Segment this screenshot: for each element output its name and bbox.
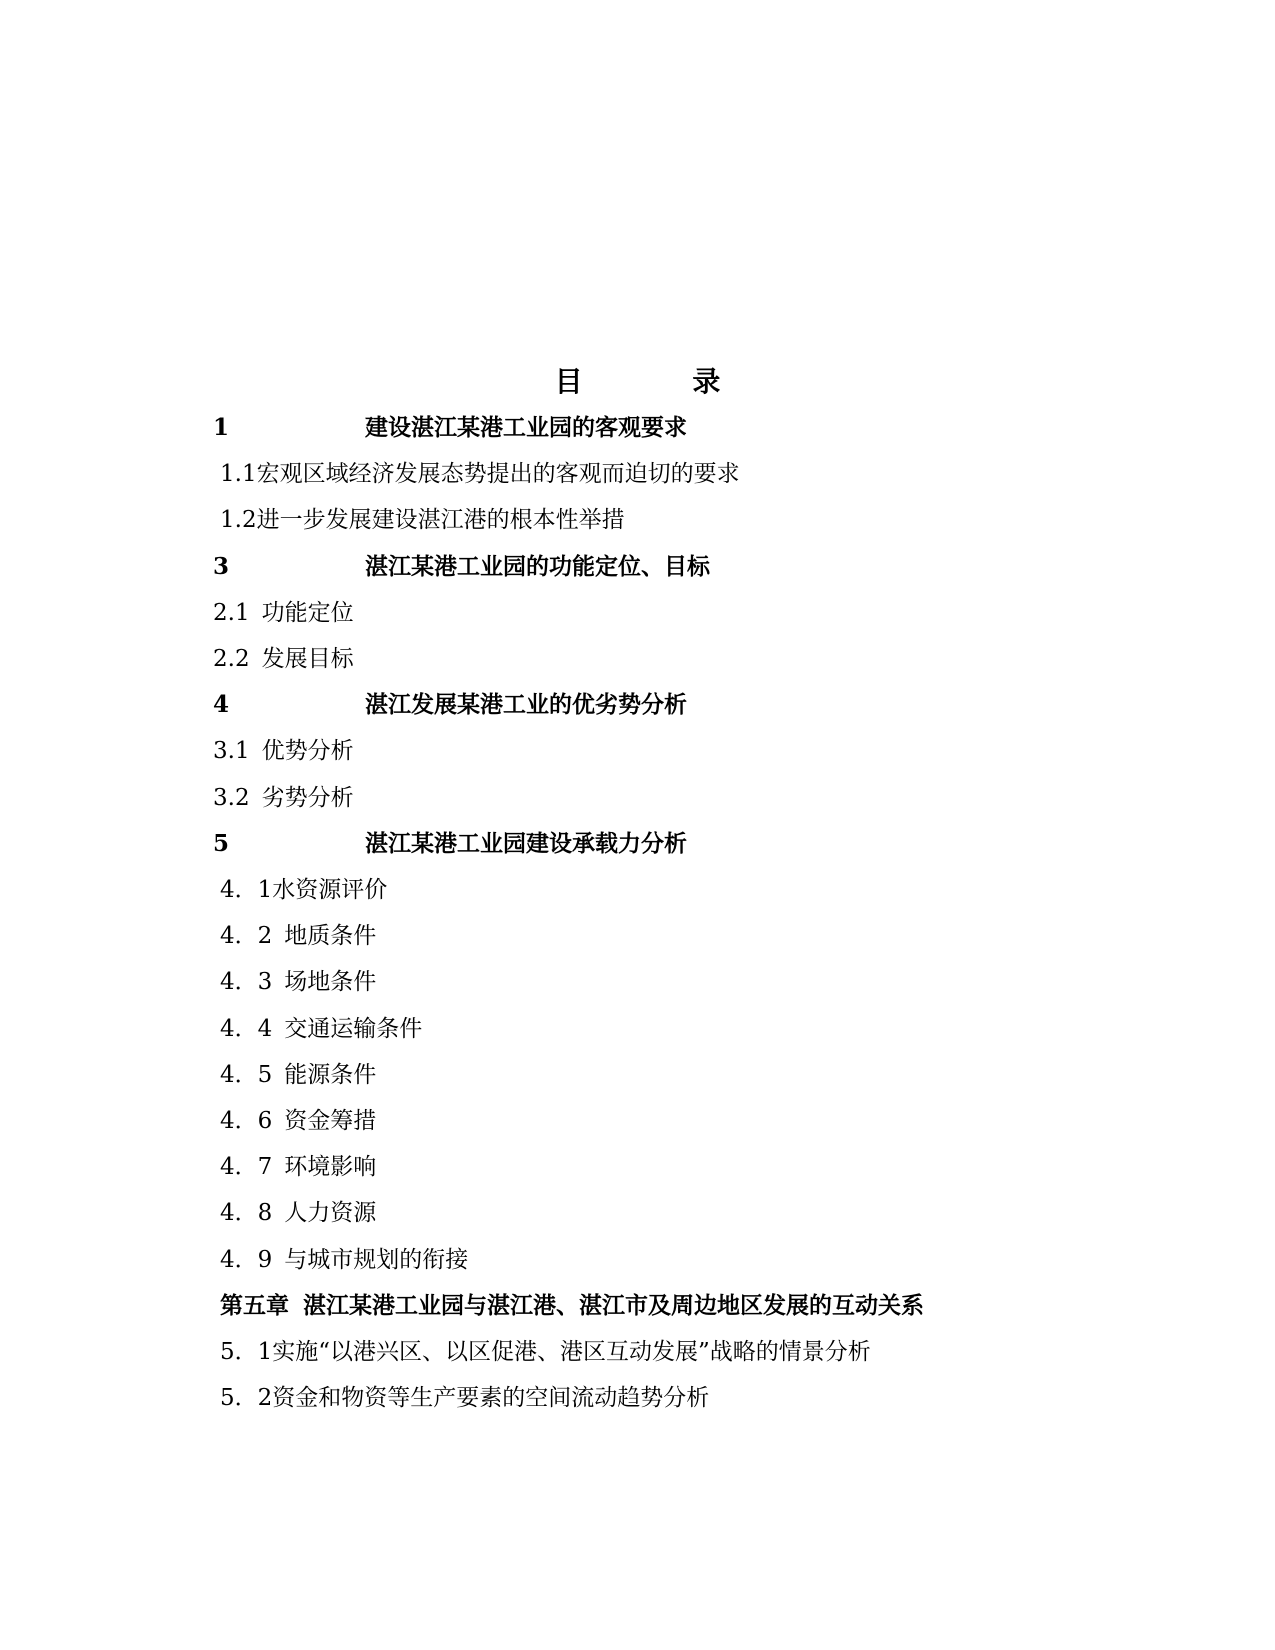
toc-entry-title: 与城市规划的衔接 <box>284 1246 469 1273</box>
toc-entry-title: 水资源评价 <box>272 877 388 903</box>
toc-section-entry <box>220 875 387 905</box>
toc-entry-number: 4．6 <box>220 1108 273 1134</box>
toc-entry-title: 资金筹措 <box>284 1108 377 1134</box>
toc-entry-number: 5 <box>213 829 230 857</box>
toc-chapter-entry <box>213 690 687 720</box>
toc-entry-number: 4．5 <box>220 1061 273 1088</box>
toc-entry-number: 4．3 <box>220 969 273 996</box>
toc-entry-title: 建设湛江某港工业园的客观要求 <box>365 414 687 441</box>
toc-section-entry <box>220 1198 376 1228</box>
toc-section-entry <box>213 598 354 628</box>
toc-entry-title: 资金和物资等生产要素的空间流动趋势分析 <box>272 1385 710 1412</box>
toc-entry-number: 1 <box>213 414 230 441</box>
toc-entry-number: 3.2 <box>213 784 250 811</box>
toc-entry-title: 湛江发展某港工业的优劣势分析 <box>365 691 687 719</box>
toc-chapter-entry <box>220 1291 924 1321</box>
toc-entry-title: 环境影响 <box>284 1154 377 1181</box>
toc-entry-number: 2.2 <box>213 646 250 672</box>
toc-entry-title: 人力资源 <box>284 1200 377 1227</box>
toc-section-entry <box>220 505 625 535</box>
toc-entry-number: 5．1 <box>220 1339 273 1365</box>
toc-entry-title: 实施“以港兴区、以区促港、港区互动发展”战略的情景分析 <box>272 1339 871 1365</box>
toc-chapter-entry <box>213 552 710 582</box>
toc-entry-title: 能源条件 <box>284 1061 377 1088</box>
toc-section-entry <box>220 1337 871 1367</box>
toc-entry-number: 4．9 <box>220 1246 273 1273</box>
toc-entry-title: 功能定位 <box>261 599 354 626</box>
toc-chapter-entry <box>213 413 687 443</box>
toc-entry-number: 4．1 <box>220 877 273 903</box>
toc-section-entry <box>213 644 354 674</box>
toc-heading: 目 录 <box>554 365 771 398</box>
toc-entry-number: 第五章 <box>220 1291 289 1319</box>
toc-chapter-entry <box>213 829 687 859</box>
toc-entry-number: 1.1 <box>220 461 257 488</box>
toc-entry-title: 场地条件 <box>284 969 377 996</box>
toc-entry-title: 交通运输条件 <box>284 1015 423 1042</box>
toc-entry-title: 宏观区域经济发展态势提出的客观而迫切的要求 <box>256 461 740 488</box>
toc-section-entry <box>220 967 376 997</box>
toc-section-entry <box>220 921 376 951</box>
toc-entry-title: 湛江某港工业园建设承载力分析 <box>365 829 687 857</box>
toc-section-entry <box>220 1152 376 1182</box>
toc-entry-title: 劣势分析 <box>261 784 354 811</box>
toc-entry-number: 3 <box>213 552 230 580</box>
toc-entry-number: 4．7 <box>220 1154 273 1181</box>
toc-entry-number: 4 <box>213 691 230 719</box>
toc-section-entry <box>220 1060 376 1090</box>
toc-entry-number: 4．2 <box>220 923 273 950</box>
toc-entry-number: 5．2 <box>220 1385 273 1412</box>
toc-section-entry <box>220 1106 376 1136</box>
toc-entry-title: 地质条件 <box>284 923 377 950</box>
toc-entry-title: 湛江某港工业园与湛江港、湛江市及周边地区发展的互动关系 <box>303 1291 924 1319</box>
toc-section-entry <box>220 459 740 489</box>
toc-section-entry <box>213 783 354 813</box>
toc-section-entry <box>220 1014 422 1044</box>
toc-entry-number: 4．4 <box>220 1015 273 1042</box>
toc-section-entry <box>220 1245 468 1275</box>
toc-entry-number: 1.2 <box>220 507 257 534</box>
toc-section-entry <box>213 736 354 766</box>
toc-entry-title: 进一步发展建设湛江港的根本性举措 <box>256 507 625 534</box>
toc-entry-title: 优势分析 <box>261 738 354 765</box>
toc-entry-number: 4．8 <box>220 1200 273 1227</box>
toc-entry-number: 2.1 <box>213 599 250 626</box>
toc-section-entry <box>220 1383 709 1413</box>
toc-entry-title: 发展目标 <box>261 646 354 672</box>
toc-entry-title: 湛江某港工业园的功能定位、目标 <box>365 552 710 580</box>
toc-entry-number: 3.1 <box>213 738 250 765</box>
